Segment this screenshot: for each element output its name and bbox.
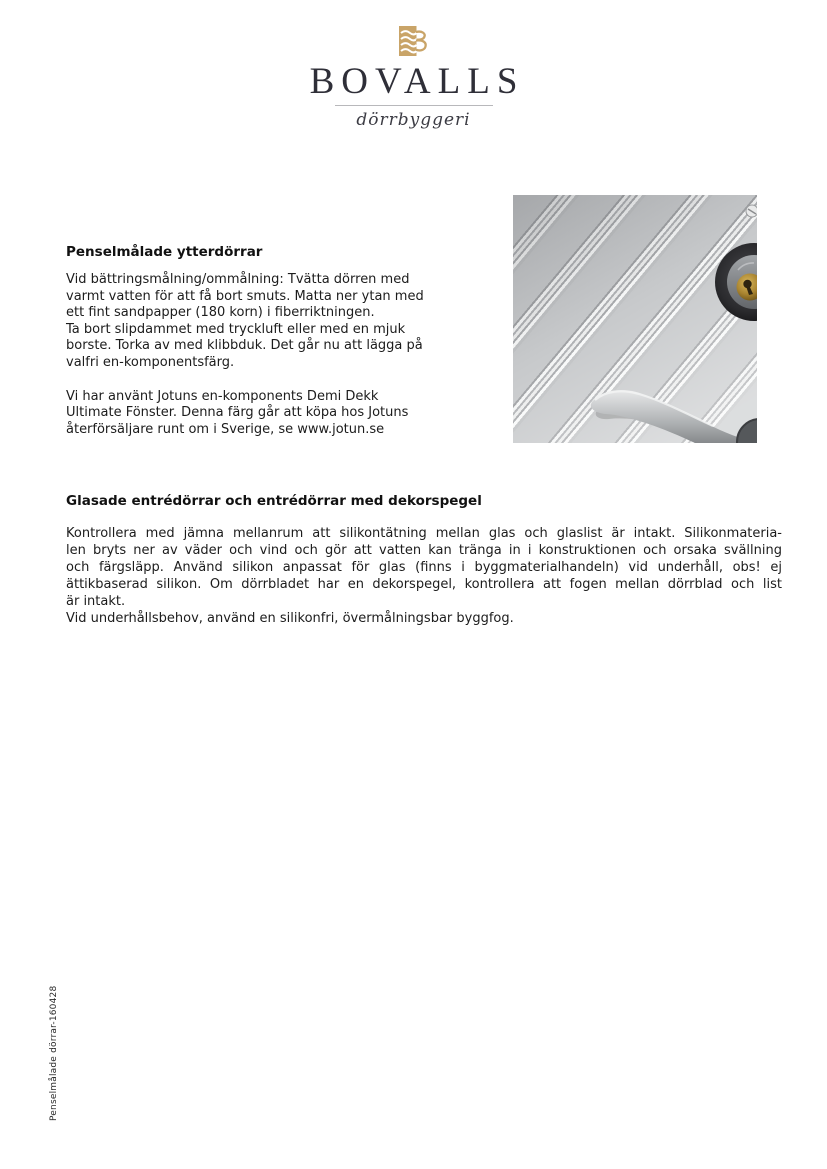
paragraph-line: borste. Torka av med klibbduk. Det går nu att lägga på	[66, 338, 423, 354]
paragraph-line: ättikbaserad silikon. Om dörrbladet har en dekorspegel, kontrollera att fogen mellan dörrblad och list	[66, 577, 782, 592]
paragraph-line: ett fint sandpapper (180 korn) i fiberriktningen.	[66, 305, 375, 321]
paragraph-line: och färgsläpp. Använd silikon anpassat för glas (finns i byggmaterialhandeln) vid underhåll, obs! ej	[66, 560, 782, 575]
paragraph-line: Vi har använt Jotuns en-komponents Demi Dekk	[66, 388, 379, 404]
paragraph-line: Kontrollera med jämna mellanrum att silikontätning mellan glas och glaslist är intakt. Silikonmateria-	[66, 526, 782, 541]
paragraph-line: Ultimate Fönster. Denna färg går att köpa hos Jotuns	[66, 405, 409, 421]
paragraph-line: Ta bort slipdammet med tryckluft eller med en mjuk	[66, 321, 406, 337]
bovalls-monogram-icon	[399, 26, 429, 56]
brand-divider	[335, 105, 493, 106]
brand-tagline: dörrbyggeri	[356, 110, 471, 130]
paragraph-line: valfri en-komponentsfärg.	[66, 354, 235, 370]
paragraph-line: Vid bättringsmålning/ommålning: Tvätta dörren med	[66, 272, 410, 287]
paragraph-line: len bryts ner av väder och vind och gör att vatten kan tränga in i konstruktionen och orsaka svällning	[66, 543, 782, 558]
brand-name: BOVALLS	[309, 61, 525, 102]
section1-heading: Penselmålade ytterdörrar	[66, 244, 263, 260]
section2-heading: Glasade entrédörrar och entrédörrar med dekorspegel	[66, 493, 482, 509]
document-side-label: Penselmålade dörrar-160428	[49, 985, 59, 1121]
section1-paragraph-2	[66, 389, 464, 439]
door-hardware-illustration	[513, 195, 757, 443]
lock-cylinder	[715, 243, 757, 321]
paragraph-line: Vid underhållsbehov, använd en silikonfri, övermålningsbar byggfog.	[66, 611, 514, 626]
paragraph-line: varmt vatten för att få bort smuts. Matta ner ytan med	[66, 288, 424, 304]
paragraph-line: återförsäljare runt om i Sverige, se www.jotun.se	[66, 421, 385, 437]
door-photo	[513, 195, 757, 443]
screw-icon	[746, 205, 757, 217]
logo	[0, 26, 827, 130]
section2-paragraph	[66, 525, 782, 627]
section-painted-doors	[66, 244, 464, 438]
paragraph-line: är intakt.	[66, 594, 126, 609]
section-glazed-doors	[66, 493, 782, 627]
section1-paragraph-1	[66, 272, 464, 372]
